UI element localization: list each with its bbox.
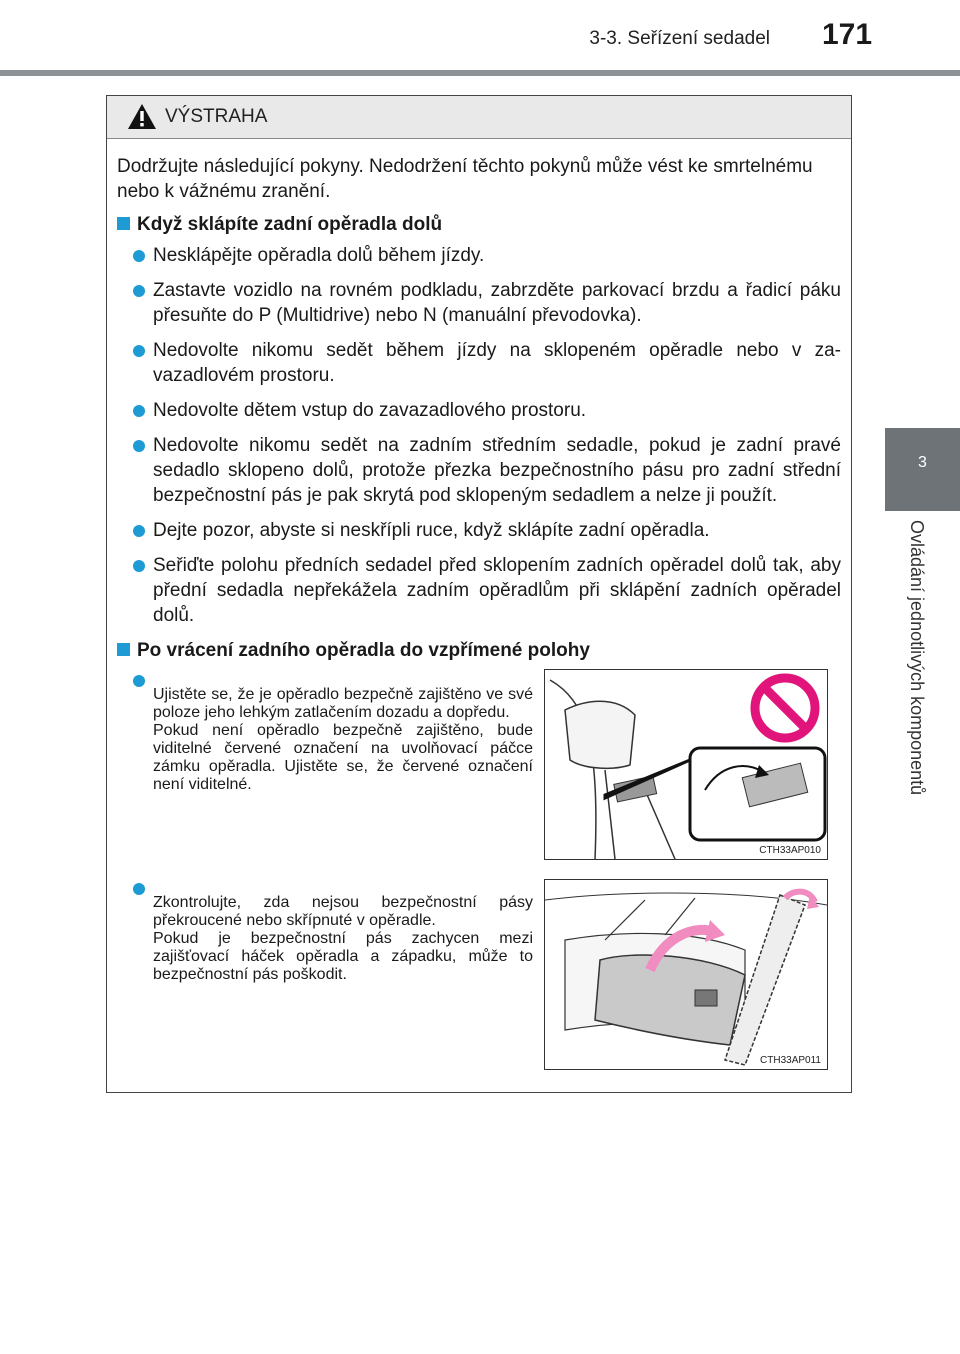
list-item-text: Zastavte vozidlo na rovném podkladu, zabrzděte parkovací brzdu a řadicí páku přesuňte do P (Multidrive) nebo N (manuální převodovka).: [153, 280, 841, 326]
list-item-text: Zkontrolujte, zda nejsou bezpečnostní pásy překroucené nebo skřípnuté v opěradle. Pokud je bezpečnostní pás zachycen mezi zajišťovací háček opěradla a západku, může to bezpečnostní pás poškodit.: [153, 894, 533, 983]
chapter-tab: [885, 428, 960, 511]
warning-title: VÝSTRAHA: [165, 106, 268, 127]
list-item: [117, 433, 841, 508]
page-header-title: 3-3. Seřízení sedadel: [589, 28, 770, 49]
seatbelt-illustration: [545, 880, 827, 1069]
square-bullet-icon: [117, 643, 130, 656]
list-item: [117, 553, 841, 628]
list-item: [117, 278, 841, 328]
backrest-lock-illustration: [545, 670, 827, 859]
warning-intro: Dodržujte následující pokyny. Nedodržení těchto pokynů může vést ke smrtelnému nebo k vážnému zranění.: [117, 156, 813, 202]
list-item: [117, 243, 841, 268]
round-bullet-icon: [133, 405, 145, 417]
round-bullet-icon: [133, 345, 145, 357]
chapter-label: [901, 520, 929, 850]
list-item-text: Nedovolte nikomu sedět během jízdy na sklopeném opěradle nebo v zavazadlovém prostoru.: [153, 340, 841, 386]
figure-seatbelt-check: [544, 879, 828, 1070]
round-bullet-icon: [133, 883, 145, 895]
chapter-label-text: Ovládání jednotlivých komponentů: [907, 520, 927, 796]
chapter-number: 3: [918, 454, 927, 471]
page-number: 171: [822, 18, 873, 51]
list-item-text: Dejte pozor, abyste si neskřípli ruce, když sklápíte zadní opěradla.: [153, 520, 710, 541]
list-item-text: Nedovolte nikomu sedět na zadním středním sedadle, pokud je zadní pravé sedadlo sklopeno dolů, protože přezka bezpečnostního pásu pro zadní střední bezpečnostní pás je pak skrytá pod sklopeným sedadlem a nelze ji použít.: [153, 435, 841, 506]
round-bullet-icon: [133, 675, 145, 687]
section-heading-text: Když sklápíte zadní opěradla dolů: [137, 214, 443, 235]
round-bullet-icon: [133, 250, 145, 262]
list-item-text: Seřiďte polohu předních sedadel před sklopením zadních opěradel dolů tak, aby přední sedadla nepřekážela zadním opěradlům při sklápění zadních opěradel dolů.: [153, 555, 841, 626]
list-item-text: Nesklápějte opěradla dolů během jízdy.: [153, 245, 485, 266]
square-bullet-icon: [117, 217, 130, 230]
section-heading-text: Po vrácení zadního opěradla do vzpřímené polohy: [137, 640, 590, 661]
list-item: [117, 876, 533, 984]
list-item-text: Ujistěte se, že je opěradlo bezpečně zajištěno ve své poloze jeho lehkým zatlačením dozadu a dopředu. Pokud není opěradlo bezpečně zajištěno, bude viditelné červené označení na uvolňovací páčce zámku opěradla. Ujistěte se, že červené označení není viditelné.: [153, 686, 533, 793]
figure-caption: CTH33AP010: [759, 845, 821, 856]
warning-content: [117, 154, 841, 669]
round-bullet-icon: [133, 440, 145, 452]
list-item: [117, 338, 841, 388]
round-bullet-icon: [133, 525, 145, 537]
figure-caption: CTH33AP011: [760, 1055, 821, 1066]
round-bullet-icon: [133, 285, 145, 297]
list-item: [117, 668, 533, 794]
figure-backrest-lock: [544, 669, 828, 860]
section-heading-upright: [117, 638, 841, 663]
warning-header: [107, 96, 851, 139]
round-bullet-icon: [133, 560, 145, 572]
header-rule: [0, 70, 960, 76]
list-item: [117, 518, 841, 543]
list-item-text: Nedovolte dětem vstup do zavazadlového prostoru.: [153, 400, 587, 421]
warning-triangle-icon: [127, 103, 157, 130]
list-item: [117, 398, 841, 423]
section-heading-fold-down: [117, 212, 841, 237]
warning-box: [106, 95, 852, 1093]
